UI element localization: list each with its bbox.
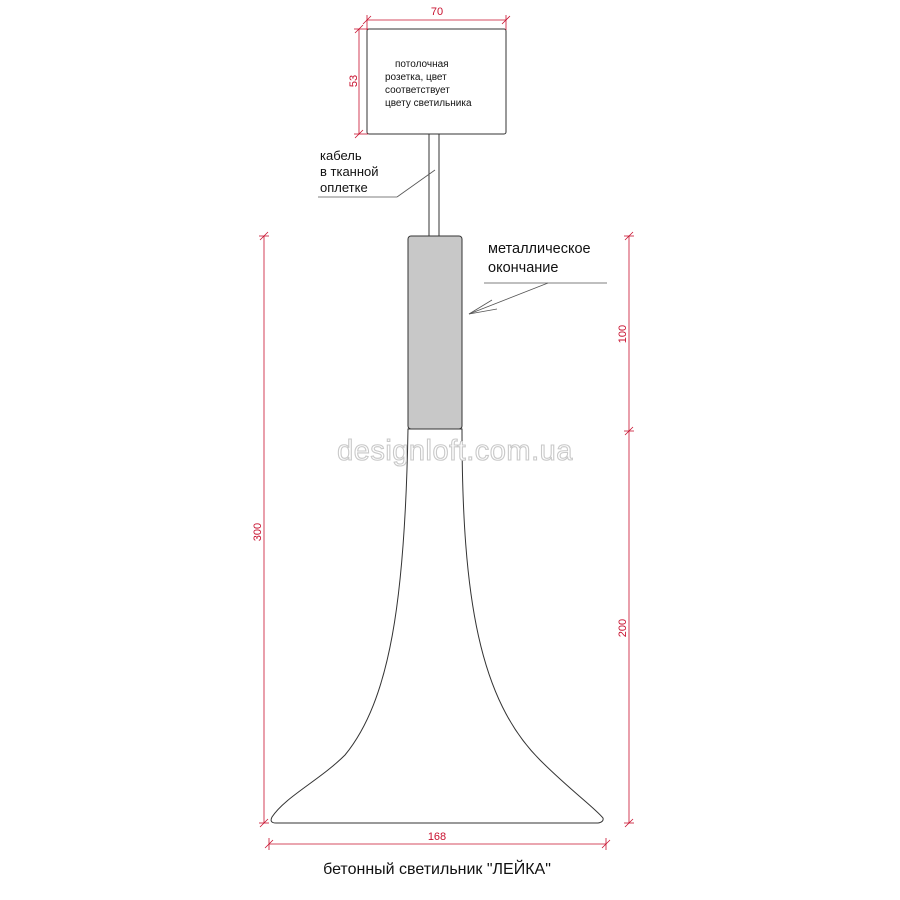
metal-fitting: [408, 236, 462, 429]
canopy-note-line-1: потолочная: [395, 59, 449, 70]
cable-note-line-2: в тканной: [320, 164, 379, 179]
metal-leader: [469, 283, 607, 314]
metal-note-line-2: окончание: [488, 260, 559, 276]
top-section-height-label: 100: [617, 324, 629, 344]
canopy-note-line-2: розетка, цвет: [385, 72, 447, 83]
concrete-shade: [271, 429, 603, 823]
watermark: designloft.com.ua: [337, 435, 573, 467]
base-width-label: 168: [427, 831, 447, 843]
cable-note-line-3: оплетке: [320, 180, 368, 195]
cable-note-line-1: кабель: [320, 148, 362, 163]
drawing-caption: бетонный светильник "ЛЕЙКА": [323, 861, 551, 878]
bottom-section-height-label: 200: [617, 618, 629, 638]
total-height-label: 300: [252, 522, 264, 542]
fabric-cable: [429, 134, 439, 236]
canopy-width-label: 70: [430, 6, 444, 18]
canopy-height-label: 53: [348, 74, 360, 88]
right-height-dimensions: [624, 232, 634, 827]
canopy-note-line-3: соответствует: [385, 85, 450, 96]
metal-note-line-1: металлическое: [488, 241, 591, 257]
canopy-note-line-4: цвету светильника: [385, 98, 472, 109]
